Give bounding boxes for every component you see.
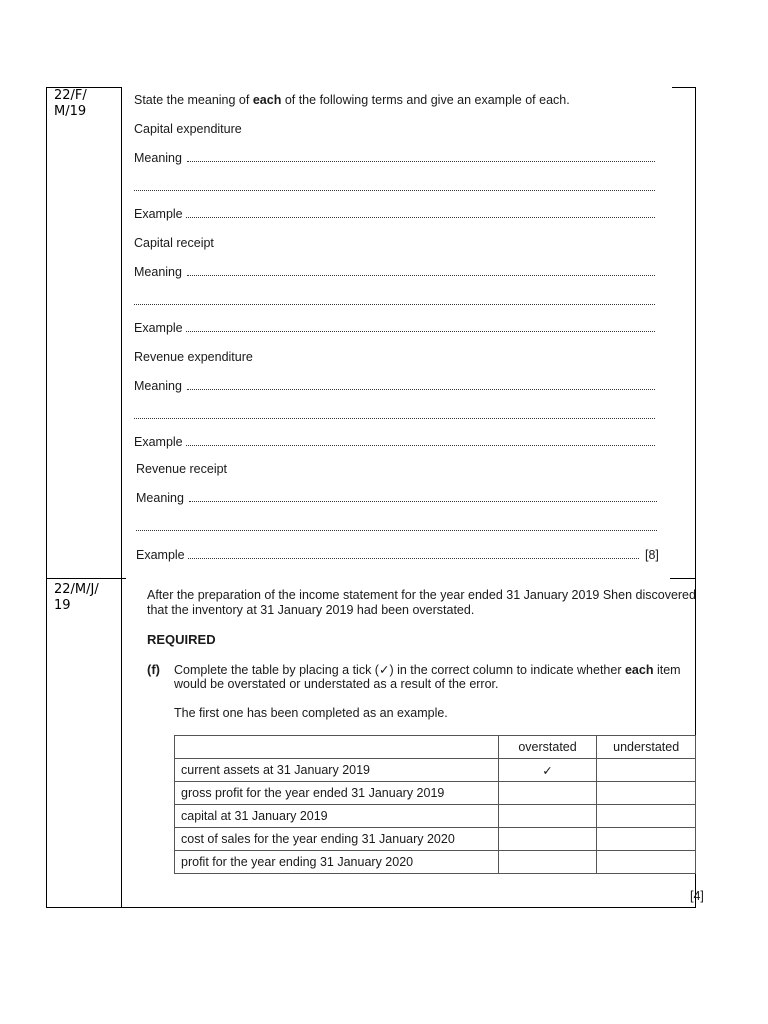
answer-line[interactable] bbox=[134, 304, 655, 305]
answer-line[interactable] bbox=[189, 501, 657, 502]
table-row bbox=[175, 805, 696, 828]
example-label: Example bbox=[134, 207, 183, 221]
part-label: (f) bbox=[147, 662, 160, 677]
understated-cell[interactable] bbox=[597, 759, 696, 782]
understated-cell[interactable] bbox=[597, 782, 696, 805]
table-header-understated: understated bbox=[597, 736, 696, 759]
table-header-item bbox=[175, 736, 499, 759]
example-label: Example bbox=[134, 321, 183, 335]
question-2-content bbox=[122, 580, 704, 907]
answer-line[interactable] bbox=[186, 331, 655, 332]
table-bottom-border bbox=[46, 907, 696, 908]
instruction bbox=[134, 93, 570, 107]
answer-line[interactable] bbox=[187, 275, 655, 276]
answer-line[interactable] bbox=[187, 389, 655, 390]
item-cell: cost of sales for the year ending 31 January 2020 bbox=[175, 828, 499, 851]
part-line-1 bbox=[174, 662, 681, 677]
overstated-cell[interactable]: ✓ bbox=[498, 759, 597, 782]
understated-cell[interactable] bbox=[597, 805, 696, 828]
overstated-cell[interactable] bbox=[498, 782, 597, 805]
answer-line[interactable] bbox=[134, 190, 655, 191]
marks-label: [8] bbox=[645, 548, 659, 562]
instruction-text-b: of the following terms and give an example of each. bbox=[281, 93, 570, 107]
table-header-overstated: overstated bbox=[498, 736, 597, 759]
part-line-1-text-a: Complete the table by placing a tick (✓) in the correct column to indicate whether bbox=[174, 663, 625, 677]
item-cell: capital at 31 January 2019 bbox=[175, 805, 499, 828]
item-cell: current assets at 31 January 2019 bbox=[175, 759, 499, 782]
overstated-cell[interactable] bbox=[498, 828, 597, 851]
understated-cell[interactable] bbox=[597, 851, 696, 874]
table-row bbox=[175, 759, 696, 782]
meaning-label: Meaning bbox=[134, 151, 182, 165]
overstated-cell[interactable] bbox=[498, 851, 597, 874]
understated-cell[interactable] bbox=[597, 828, 696, 851]
table-row bbox=[175, 782, 696, 805]
term-title: Capital receipt bbox=[134, 236, 214, 250]
example-label: Example bbox=[134, 435, 183, 449]
term-title: Capital expenditure bbox=[134, 122, 242, 136]
answer-line[interactable] bbox=[134, 418, 655, 419]
row-divider-right bbox=[670, 578, 696, 579]
part-line-1-bold: each bbox=[624, 663, 654, 677]
instruction-text-a: State the meaning of bbox=[134, 93, 253, 107]
question-reference-2: 22/M/J/ 19 bbox=[54, 582, 99, 613]
part-line-2: would be overstated or understated as a result of the error. bbox=[174, 677, 499, 691]
row-divider bbox=[46, 578, 126, 579]
table-top-border-right bbox=[672, 87, 696, 88]
term-title: Revenue expenditure bbox=[134, 350, 253, 364]
marks-label: [4] bbox=[690, 889, 704, 903]
item-cell: gross profit for the year ended 31 January 2019 bbox=[175, 782, 499, 805]
meaning-label: Meaning bbox=[136, 491, 184, 505]
answer-line[interactable] bbox=[136, 530, 657, 531]
example-label: Example bbox=[136, 548, 185, 562]
question-reference-1: 22/F/ M/19 bbox=[54, 88, 87, 119]
table-row bbox=[175, 851, 696, 874]
item-cell: profit for the year ending 31 January 2020 bbox=[175, 851, 499, 874]
required-heading: REQUIRED bbox=[147, 632, 216, 647]
table-row bbox=[175, 828, 696, 851]
answer-line[interactable] bbox=[186, 217, 655, 218]
answer-line[interactable] bbox=[188, 558, 639, 559]
intro-line-2: that the inventory at 31 January 2019 had been overstated. bbox=[147, 603, 475, 617]
example-note: The first one has been completed as an example. bbox=[174, 706, 448, 720]
part-line-1-text-b: item bbox=[653, 663, 681, 677]
term-title: Revenue receipt bbox=[136, 462, 228, 476]
table-header-row bbox=[175, 736, 696, 759]
overstated-cell[interactable] bbox=[498, 805, 597, 828]
answer-line[interactable] bbox=[186, 445, 655, 446]
meaning-label: Meaning bbox=[134, 379, 182, 393]
intro-line-1: After the preparation of the income statement for the year ended 31 January 2019 Shen discovered bbox=[147, 588, 696, 602]
table-left-border bbox=[46, 87, 47, 908]
meaning-label: Meaning bbox=[134, 265, 182, 279]
tick-table bbox=[174, 735, 696, 874]
instruction-bold: each bbox=[252, 93, 282, 107]
answer-line[interactable] bbox=[187, 161, 655, 162]
